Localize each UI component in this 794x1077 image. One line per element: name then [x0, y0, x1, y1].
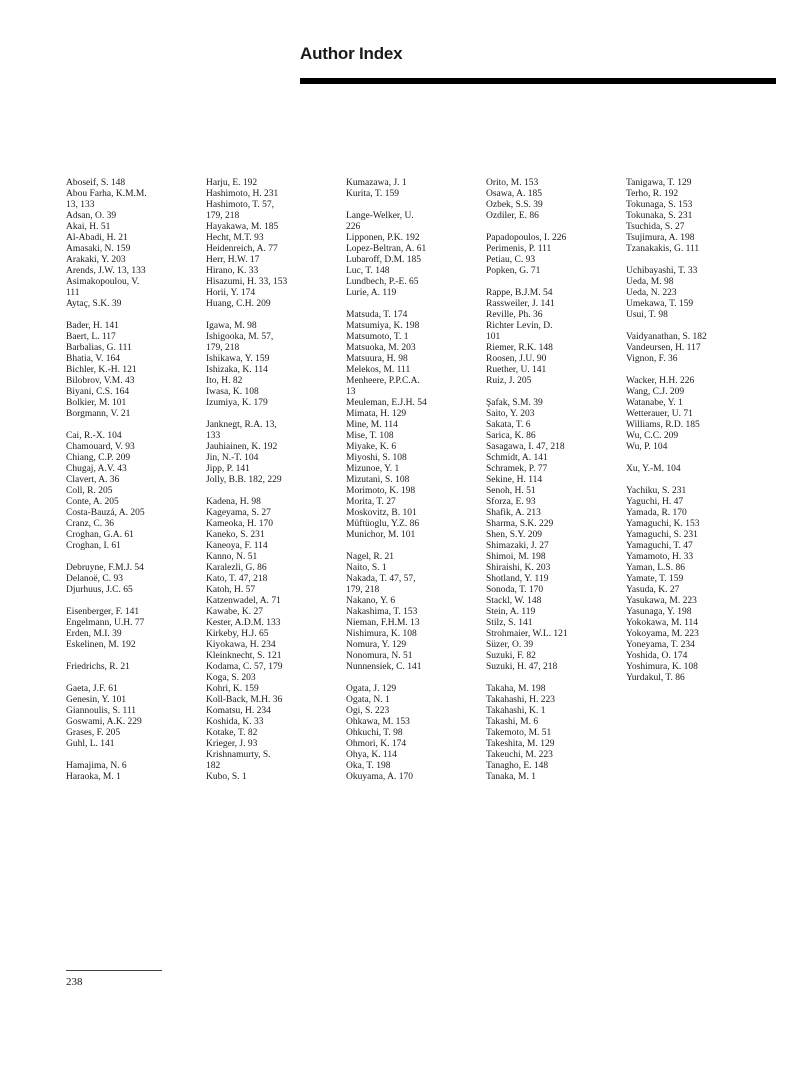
index-entry: Yamaguchi, S. 231 — [626, 530, 698, 540]
index-entry: Shafik, A. 213 — [486, 508, 541, 518]
index-entry: Shotland, Y. 119 — [486, 574, 549, 584]
index-entry: Eskelinen, M. 192 — [66, 640, 136, 650]
index-entry: Tanaka, M. 1 — [486, 772, 536, 782]
index-entry: 111 — [66, 288, 80, 298]
index-entry: Lange-Welker, U. — [346, 211, 414, 221]
index-entry: Hirano, K. 33 — [206, 266, 259, 276]
index-entry: Biyani, C.S. 164 — [66, 387, 130, 397]
index-entry: Nonomura, N. 51 — [346, 651, 413, 661]
index-entry: Amasaki, N. 159 — [66, 244, 131, 254]
index-entry: Tokunaka, S. 231 — [626, 211, 693, 221]
index-entry: Ito, H. 82 — [206, 376, 243, 386]
index-entry: Kaneoya, F. 114 — [206, 541, 268, 551]
index-entry: Ishizaka, K. 114 — [206, 365, 268, 375]
index-entry: Al-Abadi, H. 21 — [66, 233, 128, 243]
index-entry: Morita, T. 27 — [346, 497, 396, 507]
index-entry: Roosen, J.U. 90 — [486, 354, 547, 364]
index-entry: Vaidyanathan, S. 182 — [626, 332, 707, 342]
index-entry: Nomura, Y. 129 — [346, 640, 407, 650]
group-gap — [66, 552, 201, 563]
index-entry: Sonoda, T. 170 — [486, 585, 544, 595]
index-entry: Petiau, C. 93 — [486, 255, 536, 265]
index-entry: Gaeta, J.F. 61 — [66, 684, 118, 694]
index-entry: Chugaj, A.V. 43 — [66, 464, 127, 474]
index-entry: 182 — [206, 761, 221, 771]
index-entry: Yaguchi, H. 47 — [626, 497, 684, 507]
index-entry: Uchibayashi, T. 33 — [626, 266, 698, 276]
index-entry: Takashi, M. 6 — [486, 717, 539, 727]
index-entry: Yamaguchi, K. 153 — [626, 519, 700, 529]
index-entry: Lopez-Beltran, A. 61 — [346, 244, 427, 254]
index-entry: Kester, A.D.M. 133 — [206, 618, 281, 628]
index-entry: Kurita, T. 159 — [346, 189, 399, 199]
index-entry: Debruyne, F.M.J. 54 — [66, 563, 144, 573]
index-entry: Eisenberger, F. 141 — [66, 607, 140, 617]
index-entry: Nishimura, K. 108 — [346, 629, 417, 639]
index-entry: Nieman, F.H.M. 13 — [346, 618, 420, 628]
index-entry: Xu, Y.-M. 104 — [626, 464, 681, 474]
group-gap — [206, 486, 341, 497]
index-entry: Kotake, T. 82 — [206, 728, 258, 738]
index-entry: Huang, C.H. 209 — [206, 299, 271, 309]
index-entry: Strohmaier, W.L. 121 — [486, 629, 568, 639]
index-entry: Wacker, H.H. 226 — [626, 376, 695, 386]
index-entry: Kirkeby, H.J. 65 — [206, 629, 269, 639]
index-entry: Saito, Y. 203 — [486, 409, 535, 419]
index-entry: Kleinknecht, S. 121 — [206, 651, 282, 661]
index-entry: Kubo, S. 1 — [206, 772, 247, 782]
index-entry: Takaha, M. 198 — [486, 684, 546, 694]
index-entry: Hashimoto, H. 231 — [206, 189, 279, 199]
index-entry: Arends, J.W. 13, 133 — [66, 266, 146, 276]
index-entry: Koga, S. 203 — [206, 673, 256, 683]
index-entry: Shiraishi, K. 203 — [486, 563, 551, 573]
index-entry: Harju, E. 192 — [206, 178, 258, 188]
index-entry: Haraoka, M. 1 — [66, 772, 121, 782]
index-entry: Kageyama, S. 27 — [206, 508, 271, 518]
index-entry: Bichler, K.-H. 121 — [66, 365, 137, 375]
index-entry: Wu, P. 104 — [626, 442, 668, 452]
index-entry: Yoshida, O. 174 — [626, 651, 688, 661]
index-entry: Bilobrov, V.M. 43 — [66, 376, 135, 386]
index-entry: Nakashima, T. 153 — [346, 607, 418, 617]
group-gap — [66, 596, 201, 607]
index-entry: Stein, A. 119 — [486, 607, 536, 617]
group-gap — [486, 222, 621, 233]
group-gap — [626, 365, 761, 376]
index-entry: Ohkuchi, T. 98 — [346, 728, 403, 738]
index-entry: Engelmann, U.H. 77 — [66, 618, 145, 628]
index-entry: Croghan, G.A. 61 — [66, 530, 134, 540]
index-entry: 133 — [206, 431, 221, 441]
index-entry: Ogata, J. 129 — [346, 684, 397, 694]
group-gap — [66, 310, 201, 321]
index-entry: Mizunoe, Y. 1 — [346, 464, 400, 474]
group-gap — [346, 200, 481, 211]
index-entry: Shimoi, M. 198 — [486, 552, 546, 562]
index-entry: Kawabe, K. 27 — [206, 607, 263, 617]
index-entry: Clavert, A. 36 — [66, 475, 120, 485]
index-entry: Borgmann, V. 21 — [66, 409, 131, 419]
title-rule — [300, 78, 776, 84]
index-entry: 179, 218 — [206, 211, 240, 221]
index-entry: Reville, Ph. 36 — [486, 310, 543, 320]
index-entry: Komatsu, H. 234 — [206, 706, 271, 716]
index-entry: Nagel, R. 21 — [346, 552, 395, 562]
index-entry: Erden, M.I. 39 — [66, 629, 122, 639]
group-gap — [206, 310, 341, 321]
index-entry: Vandeursen, H. 117 — [626, 343, 701, 353]
index-entry: Schramek, P. 77 — [486, 464, 548, 474]
index-entry: Izumiya, K. 179 — [206, 398, 268, 408]
index-entry: Yaman, L.S. 86 — [626, 563, 685, 573]
index-entry: Krieger, J. 93 — [206, 739, 258, 749]
index-entry: Takeuchi, M. 223 — [486, 750, 553, 760]
index-entry: Baert, L. 117 — [66, 332, 116, 342]
index-entry: Igawa, M. 98 — [206, 321, 257, 331]
group-gap — [626, 321, 761, 332]
index-entry: Lundbech, P.-E. 65 — [346, 277, 419, 287]
index-entry: Sarica, K. 86 — [486, 431, 536, 441]
index-entry: Chamouard, V. 93 — [66, 442, 135, 452]
index-entry: Suzuki, F. 82 — [486, 651, 536, 661]
index-entry: Arakaki, Y. 203 — [66, 255, 126, 265]
index-entry: Giannoulis, S. 111 — [66, 706, 137, 716]
index-entry: Conte, A. 205 — [66, 497, 119, 507]
index-entry: Ishikawa, Y. 159 — [206, 354, 270, 364]
page-title: Author Index — [300, 44, 403, 63]
index-entry: Morimoto, K. 198 — [346, 486, 416, 496]
index-entry: Lurie, A. 119 — [346, 288, 397, 298]
index-entry: Takemoto, M. 51 — [486, 728, 552, 738]
index-entry: Nakano, Y. 6 — [346, 596, 396, 606]
index-entry: Riemer, R.K. 148 — [486, 343, 553, 353]
index-entry: Tanigawa, T. 129 — [626, 178, 692, 188]
index-column-2 — [206, 178, 341, 783]
index-column-1 — [66, 178, 201, 783]
index-entry: Shimazaki, J. 27 — [486, 541, 549, 551]
index-entry: Ueda, N. 223 — [626, 288, 677, 298]
index-entry: Rappe, B.J.M. 54 — [486, 288, 553, 298]
index-entry: Katzenwadel, A. 71 — [206, 596, 281, 606]
index-entry: Oka, T. 198 — [346, 761, 391, 771]
index-entry: Jolly, B.B. 182, 229 — [206, 475, 282, 485]
index-entry: Takahashi, H. 223 — [486, 695, 555, 705]
page-number: 238 — [66, 976, 83, 988]
index-entry: Cai, R.-X. 104 — [66, 431, 122, 441]
index-entry: 179, 218 — [206, 343, 240, 353]
index-entry: Mizutani, S. 108 — [346, 475, 410, 485]
group-gap — [486, 387, 621, 398]
index-entry: Grases, F. 205 — [66, 728, 121, 738]
index-entry: Tsujimura, A. 198 — [626, 233, 695, 243]
index-entry: Tanagho, E. 148 — [486, 761, 549, 771]
index-entry: Ruiz, J. 205 — [486, 376, 532, 386]
index-entry: Aboseif, S. 148 — [66, 178, 126, 188]
index-entry: Matsumiya, K. 198 — [346, 321, 420, 331]
index-entry: Takeshita, M. 129 — [486, 739, 555, 749]
group-gap — [626, 475, 761, 486]
index-entry: Stackl, W. 148 — [486, 596, 542, 606]
index-entry: Sekine, H. 114 — [486, 475, 543, 485]
index-entry: Ohkawa, M. 153 — [346, 717, 410, 727]
index-entry: Shen, S.Y. 209 — [486, 530, 543, 540]
index-entry: Ogata, N. 1 — [346, 695, 390, 705]
index-entry: Genesin, Y. 101 — [66, 695, 127, 705]
index-entry: Kohri, K. 159 — [206, 684, 259, 694]
index-entry: Nunnensiek, C. 141 — [346, 662, 422, 672]
index-entry: Orito, M. 153 — [486, 178, 539, 188]
index-entry: Munichor, M. 101 — [346, 530, 416, 540]
index-entry: Wu, C.C. 209 — [626, 431, 679, 441]
index-entry: Miyake, K. 6 — [346, 442, 397, 452]
index-entry: Hecht, M.T. 93 — [206, 233, 264, 243]
index-entry: Kameoka, H. 170 — [206, 519, 274, 529]
index-entry: Sasagawa, I. 47, 218 — [486, 442, 565, 452]
index-entry: Nakada, T. 47, 57, — [346, 574, 416, 584]
index-entry: Yoneyama, T. 234 — [626, 640, 695, 650]
index-entry: Iwasa, K. 108 — [206, 387, 259, 397]
index-entry: 13 — [346, 387, 356, 397]
index-entry: Okuyama, A. 170 — [346, 772, 414, 782]
index-entry: Matsuda, T. 174 — [346, 310, 408, 320]
footer-rule — [66, 970, 162, 971]
index-entry: Adsan, Ö. 39 — [66, 211, 117, 221]
index-entry: Asimakopoulou, V. — [66, 277, 140, 287]
index-entry: Barbalias, G. 111 — [66, 343, 132, 353]
index-entry: Delanoë, C. 93 — [66, 574, 123, 584]
index-entry: Akai, H. 51 — [66, 222, 111, 232]
index-entry: Sforza, E. 93 — [486, 497, 536, 507]
group-gap — [486, 673, 621, 684]
index-entry: Papadopoulos, I. 226 — [486, 233, 567, 243]
index-entry: Lubaroff, D.M. 185 — [346, 255, 422, 265]
index-entry: Koshida, K. 33 — [206, 717, 264, 727]
index-entry: Janknegt, R.A. 13, — [206, 420, 277, 430]
index-entry: Luc, T. 148 — [346, 266, 390, 276]
group-gap — [66, 651, 201, 662]
index-entry: Yurdakul, T. 86 — [626, 673, 685, 683]
index-entry: Coll, R. 205 — [66, 486, 113, 496]
index-entry: Ohmori, K. 174 — [346, 739, 407, 749]
index-entry: Sharma, S.K. 229 — [486, 519, 554, 529]
index-entry: Osawa, A. 185 — [486, 189, 542, 199]
index-entry: Hashimoto, T. 57, — [206, 200, 274, 210]
index-entry: Williams, R.D. 185 — [626, 420, 700, 430]
index-entry: Yamamoto, H. 33 — [626, 552, 694, 562]
index-entry: Kodama, C. 57, 179 — [206, 662, 283, 672]
index-entry: Jin, N.-T. 104 — [206, 453, 259, 463]
group-gap — [66, 750, 201, 761]
index-entry: Yachiku, S. 231 — [626, 486, 687, 496]
group-gap — [66, 673, 201, 684]
index-entry: Kato, T. 47, 218 — [206, 574, 268, 584]
index-entry: Şafak, S.M. 39 — [486, 398, 543, 408]
index-entry: Katoh, H. 57 — [206, 585, 256, 595]
index-entry: Yokokawa, M. 114 — [626, 618, 699, 628]
index-entry: Müftüoglu, Y.Z. 86 — [346, 519, 420, 529]
index-entry: Ueda, M. 98 — [626, 277, 674, 287]
index-entry: Stilz, S. 141 — [486, 618, 533, 628]
group-gap — [346, 299, 481, 310]
index-entry: Popken, G. 71 — [486, 266, 541, 276]
index-entry: Guhl, L. 141 — [66, 739, 115, 749]
index-entry: Süzer, O. 39 — [486, 640, 534, 650]
index-entry: Ishigooka, M. 57, — [206, 332, 274, 342]
index-entry: Rassweiler, J. 141 — [486, 299, 555, 309]
index-column-4 — [486, 178, 621, 783]
index-entry: Yasunaga, Y. 198 — [626, 607, 692, 617]
index-entry: Suzuki, H. 47, 218 — [486, 662, 558, 672]
index-entry: Kadena, H. 98 — [206, 497, 261, 507]
index-entry: Kumazawa, J. 1 — [346, 178, 407, 188]
index-entry: Abou Farha, K.M.M. — [66, 189, 147, 199]
index-entry: Herr, H.W. 17 — [206, 255, 260, 265]
index-entry: Watanabe, Y. 1 — [626, 398, 683, 408]
index-entry: Heidenreich, A. 77 — [206, 244, 278, 254]
index-entry: Mimata, H. 129 — [346, 409, 407, 419]
index-entry: Meuleman, E.J.H. 54 — [346, 398, 427, 408]
index-entry: Hisazumi, H. 33, 153 — [206, 277, 288, 287]
index-entry: Yokoyama, M. 223 — [626, 629, 699, 639]
index-entry: Tsuchida, S. 27 — [626, 222, 685, 232]
index-entry: Schmidt, A. 141 — [486, 453, 548, 463]
index-entry: Takahashi, K. 1 — [486, 706, 546, 716]
index-column-5 — [626, 178, 761, 684]
index-entry: Hayakawa, M. 185 — [206, 222, 279, 232]
index-entry: Özbek, S.S. 39 — [486, 200, 543, 210]
index-entry: Kanno, N. 51 — [206, 552, 258, 562]
index-entry: Yamada, R. 170 — [626, 508, 687, 518]
index-entry: Moskovitz, B. 101 — [346, 508, 417, 518]
index-entry: Matsuoka, M. 203 — [346, 343, 416, 353]
index-entry: Kiyokawa, H. 234 — [206, 640, 276, 650]
index-entry: Sakata, T. 6 — [486, 420, 531, 430]
index-entry: Umekawa, T. 159 — [626, 299, 694, 309]
index-entry: Yamaguchi, T. 47 — [626, 541, 693, 551]
index-entry: Tokunaga, S. 153 — [626, 200, 693, 210]
index-entry: Senoh, H. 51 — [486, 486, 536, 496]
index-entry: Hamajima, N. 6 — [66, 761, 127, 771]
index-entry: Menheere, P.P.C.A. — [346, 376, 420, 386]
index-entry: Lipponen, P.K. 192 — [346, 233, 420, 243]
index-entry: Terho, R. 192 — [626, 189, 679, 199]
index-entry: Jauhiainen, K. 192 — [206, 442, 278, 452]
index-entry: 179, 218 — [346, 585, 380, 595]
index-entry: 226 — [346, 222, 361, 232]
index-entry: Mine, M. 114 — [346, 420, 398, 430]
index-entry: Yasukawa, M. 223 — [626, 596, 697, 606]
index-entry: Perimenis, P. 111 — [486, 244, 552, 254]
index-entry: Horii, Y. 174 — [206, 288, 256, 298]
index-entry: Melekos, M. 111 — [346, 365, 411, 375]
index-entry: 101 — [486, 332, 501, 342]
index-entry: Vignon, F. 36 — [626, 354, 678, 364]
group-gap — [346, 541, 481, 552]
index-entry: Cranz, C. 36 — [66, 519, 115, 529]
index-entry: Costa-Bauzá, A. 205 — [66, 508, 145, 518]
index-entry: Miyoshi, S. 108 — [346, 453, 407, 463]
index-column-3 — [346, 178, 481, 783]
index-entry: Chiang, C.P. 209 — [66, 453, 131, 463]
index-entry: Friedrichs, R. 21 — [66, 662, 130, 672]
index-entry: Koll-Back, M.H. 36 — [206, 695, 283, 705]
index-entry: Goswami, A.K. 229 — [66, 717, 142, 727]
index-entry: Bolkier, M. 101 — [66, 398, 127, 408]
index-entry: Naito, S. 1 — [346, 563, 387, 573]
index-entry: Karalezli, G. 86 — [206, 563, 267, 573]
index-entry: Tzanakakis, G. 111 — [626, 244, 700, 254]
index-entry: Özdiler, E. 86 — [486, 211, 539, 221]
index-entry: Bader, H. 141 — [66, 321, 119, 331]
index-entry: Yasuda, K. 27 — [626, 585, 680, 595]
group-gap — [346, 673, 481, 684]
index-entry: Ogi, S. 223 — [346, 706, 390, 716]
group-gap — [626, 255, 761, 266]
group-gap — [206, 409, 341, 420]
index-entry: Bhatia, V. 164 — [66, 354, 121, 364]
group-gap — [486, 277, 621, 288]
group-gap — [66, 420, 201, 431]
index-entry: Mise, T. 108 — [346, 431, 394, 441]
index-entry: Aytaç, S.K. 39 — [66, 299, 122, 309]
index-entry: Usui, T. 98 — [626, 310, 668, 320]
index-entry: Matsuura, H. 98 — [346, 354, 408, 364]
index-entry: Kaneko, S. 231 — [206, 530, 265, 540]
index-entry: 13, 133 — [66, 200, 95, 210]
index-entry: Yamate, T. 159 — [626, 574, 684, 584]
index-entry: Yoshimura, K. 108 — [626, 662, 698, 672]
group-gap — [626, 453, 761, 464]
index-entry: Wetterauer, U. 71 — [626, 409, 693, 419]
index-entry: Ohya, K. 114 — [346, 750, 397, 760]
index-entry: Djurhuus, J.C. 65 — [66, 585, 133, 595]
index-entry: Matsumoto, T. 1 — [346, 332, 409, 342]
index-entry: Wang, C.J. 209 — [626, 387, 685, 397]
index-entry: Ruether, U. 141 — [486, 365, 547, 375]
index-entry: Richter Levin, D. — [486, 321, 553, 331]
index-entry: Jipp, P. 141 — [206, 464, 250, 474]
index-entry: Croghan, I. 61 — [66, 541, 121, 551]
index-entry: Krishnamurty, S. — [206, 750, 271, 760]
